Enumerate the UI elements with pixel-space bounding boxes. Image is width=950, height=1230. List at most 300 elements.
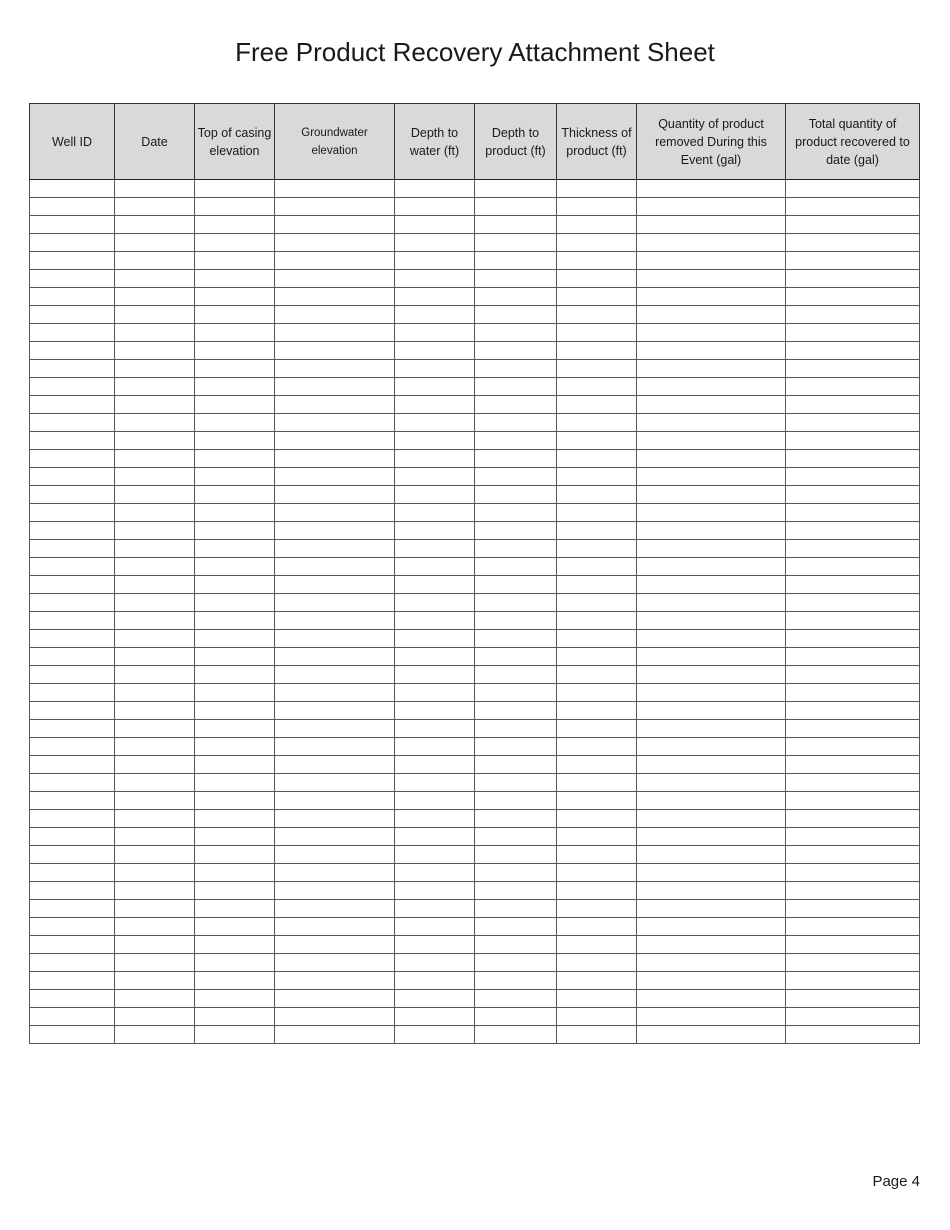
cell-top-of-casing-elevation[interactable] (195, 972, 275, 990)
cell-date[interactable] (115, 252, 195, 270)
cell-well-id[interactable] (30, 360, 115, 378)
cell-quantity-removed[interactable] (637, 864, 786, 882)
cell-thickness-of-product[interactable] (557, 756, 637, 774)
cell-groundwater-elevation[interactable] (275, 936, 395, 954)
cell-thickness-of-product[interactable] (557, 846, 637, 864)
cell-quantity-removed[interactable] (637, 846, 786, 864)
cell-depth-to-product[interactable] (475, 234, 557, 252)
cell-top-of-casing-elevation[interactable] (195, 288, 275, 306)
cell-depth-to-product[interactable] (475, 882, 557, 900)
cell-date[interactable] (115, 1026, 195, 1044)
cell-groundwater-elevation[interactable] (275, 558, 395, 576)
cell-depth-to-water[interactable] (395, 486, 475, 504)
cell-depth-to-water[interactable] (395, 252, 475, 270)
cell-well-id[interactable] (30, 612, 115, 630)
cell-total-recovered[interactable] (786, 900, 920, 918)
cell-depth-to-water[interactable] (395, 306, 475, 324)
cell-date[interactable] (115, 576, 195, 594)
cell-depth-to-product[interactable] (475, 648, 557, 666)
cell-depth-to-product[interactable] (475, 270, 557, 288)
cell-depth-to-product[interactable] (475, 954, 557, 972)
cell-depth-to-water[interactable] (395, 450, 475, 468)
cell-groundwater-elevation[interactable] (275, 216, 395, 234)
cell-date[interactable] (115, 954, 195, 972)
cell-top-of-casing-elevation[interactable] (195, 684, 275, 702)
cell-depth-to-water[interactable] (395, 432, 475, 450)
cell-date[interactable] (115, 792, 195, 810)
cell-date[interactable] (115, 486, 195, 504)
cell-depth-to-water[interactable] (395, 810, 475, 828)
cell-groundwater-elevation[interactable] (275, 612, 395, 630)
cell-depth-to-product[interactable] (475, 810, 557, 828)
cell-groundwater-elevation[interactable] (275, 1026, 395, 1044)
cell-well-id[interactable] (30, 864, 115, 882)
cell-date[interactable] (115, 558, 195, 576)
cell-quantity-removed[interactable] (637, 522, 786, 540)
cell-depth-to-product[interactable] (475, 972, 557, 990)
cell-date[interactable] (115, 594, 195, 612)
cell-thickness-of-product[interactable] (557, 576, 637, 594)
cell-thickness-of-product[interactable] (557, 936, 637, 954)
cell-well-id[interactable] (30, 540, 115, 558)
cell-depth-to-water[interactable] (395, 414, 475, 432)
cell-groundwater-elevation[interactable] (275, 180, 395, 198)
cell-total-recovered[interactable] (786, 252, 920, 270)
cell-depth-to-product[interactable] (475, 288, 557, 306)
cell-depth-to-water[interactable] (395, 612, 475, 630)
cell-depth-to-water[interactable] (395, 360, 475, 378)
cell-top-of-casing-elevation[interactable] (195, 846, 275, 864)
cell-groundwater-elevation[interactable] (275, 450, 395, 468)
cell-groundwater-elevation[interactable] (275, 594, 395, 612)
cell-depth-to-product[interactable] (475, 630, 557, 648)
cell-top-of-casing-elevation[interactable] (195, 198, 275, 216)
cell-thickness-of-product[interactable] (557, 504, 637, 522)
cell-depth-to-water[interactable] (395, 972, 475, 990)
cell-well-id[interactable] (30, 666, 115, 684)
cell-thickness-of-product[interactable] (557, 720, 637, 738)
cell-depth-to-product[interactable] (475, 1008, 557, 1026)
cell-well-id[interactable] (30, 882, 115, 900)
cell-top-of-casing-elevation[interactable] (195, 396, 275, 414)
cell-groundwater-elevation[interactable] (275, 324, 395, 342)
cell-groundwater-elevation[interactable] (275, 702, 395, 720)
cell-thickness-of-product[interactable] (557, 828, 637, 846)
cell-thickness-of-product[interactable] (557, 306, 637, 324)
cell-groundwater-elevation[interactable] (275, 972, 395, 990)
cell-total-recovered[interactable] (786, 702, 920, 720)
cell-top-of-casing-elevation[interactable] (195, 558, 275, 576)
cell-date[interactable] (115, 432, 195, 450)
cell-depth-to-water[interactable] (395, 828, 475, 846)
cell-date[interactable] (115, 810, 195, 828)
cell-depth-to-product[interactable] (475, 576, 557, 594)
cell-depth-to-product[interactable] (475, 1026, 557, 1044)
cell-total-recovered[interactable] (786, 432, 920, 450)
cell-groundwater-elevation[interactable] (275, 828, 395, 846)
cell-depth-to-product[interactable] (475, 720, 557, 738)
cell-groundwater-elevation[interactable] (275, 576, 395, 594)
cell-depth-to-product[interactable] (475, 900, 557, 918)
cell-total-recovered[interactable] (786, 180, 920, 198)
cell-thickness-of-product[interactable] (557, 630, 637, 648)
cell-date[interactable] (115, 990, 195, 1008)
cell-well-id[interactable] (30, 522, 115, 540)
cell-thickness-of-product[interactable] (557, 360, 637, 378)
cell-quantity-removed[interactable] (637, 702, 786, 720)
cell-quantity-removed[interactable] (637, 306, 786, 324)
cell-well-id[interactable] (30, 720, 115, 738)
cell-thickness-of-product[interactable] (557, 288, 637, 306)
cell-depth-to-water[interactable] (395, 396, 475, 414)
cell-date[interactable] (115, 612, 195, 630)
cell-depth-to-product[interactable] (475, 540, 557, 558)
cell-top-of-casing-elevation[interactable] (195, 720, 275, 738)
cell-top-of-casing-elevation[interactable] (195, 324, 275, 342)
cell-well-id[interactable] (30, 594, 115, 612)
cell-thickness-of-product[interactable] (557, 1026, 637, 1044)
cell-thickness-of-product[interactable] (557, 324, 637, 342)
cell-total-recovered[interactable] (786, 558, 920, 576)
cell-date[interactable] (115, 720, 195, 738)
cell-groundwater-elevation[interactable] (275, 990, 395, 1008)
cell-quantity-removed[interactable] (637, 450, 786, 468)
cell-date[interactable] (115, 846, 195, 864)
cell-thickness-of-product[interactable] (557, 252, 637, 270)
cell-quantity-removed[interactable] (637, 540, 786, 558)
cell-depth-to-water[interactable] (395, 324, 475, 342)
cell-quantity-removed[interactable] (637, 810, 786, 828)
cell-quantity-removed[interactable] (637, 414, 786, 432)
cell-thickness-of-product[interactable] (557, 216, 637, 234)
cell-depth-to-water[interactable] (395, 756, 475, 774)
cell-groundwater-elevation[interactable] (275, 666, 395, 684)
cell-depth-to-water[interactable] (395, 1008, 475, 1026)
cell-quantity-removed[interactable] (637, 738, 786, 756)
cell-total-recovered[interactable] (786, 594, 920, 612)
cell-groundwater-elevation[interactable] (275, 846, 395, 864)
cell-depth-to-product[interactable] (475, 918, 557, 936)
cell-thickness-of-product[interactable] (557, 486, 637, 504)
cell-depth-to-water[interactable] (395, 648, 475, 666)
cell-well-id[interactable] (30, 342, 115, 360)
cell-total-recovered[interactable] (786, 396, 920, 414)
cell-thickness-of-product[interactable] (557, 864, 637, 882)
cell-well-id[interactable] (30, 378, 115, 396)
cell-groundwater-elevation[interactable] (275, 234, 395, 252)
cell-well-id[interactable] (30, 756, 115, 774)
cell-depth-to-water[interactable] (395, 504, 475, 522)
cell-top-of-casing-elevation[interactable] (195, 1008, 275, 1026)
cell-depth-to-product[interactable] (475, 360, 557, 378)
cell-date[interactable] (115, 702, 195, 720)
cell-top-of-casing-elevation[interactable] (195, 270, 275, 288)
cell-top-of-casing-elevation[interactable] (195, 702, 275, 720)
cell-depth-to-water[interactable] (395, 918, 475, 936)
cell-depth-to-product[interactable] (475, 666, 557, 684)
cell-quantity-removed[interactable] (637, 576, 786, 594)
cell-depth-to-product[interactable] (475, 756, 557, 774)
cell-depth-to-water[interactable] (395, 882, 475, 900)
cell-thickness-of-product[interactable] (557, 612, 637, 630)
cell-thickness-of-product[interactable] (557, 522, 637, 540)
cell-well-id[interactable] (30, 738, 115, 756)
cell-quantity-removed[interactable] (637, 180, 786, 198)
cell-top-of-casing-elevation[interactable] (195, 936, 275, 954)
cell-total-recovered[interactable] (786, 1026, 920, 1044)
cell-top-of-casing-elevation[interactable] (195, 342, 275, 360)
cell-date[interactable] (115, 216, 195, 234)
cell-depth-to-water[interactable] (395, 864, 475, 882)
cell-thickness-of-product[interactable] (557, 378, 637, 396)
cell-well-id[interactable] (30, 774, 115, 792)
cell-quantity-removed[interactable] (637, 990, 786, 1008)
cell-total-recovered[interactable] (786, 360, 920, 378)
cell-depth-to-product[interactable] (475, 180, 557, 198)
cell-total-recovered[interactable] (786, 810, 920, 828)
cell-quantity-removed[interactable] (637, 1008, 786, 1026)
cell-thickness-of-product[interactable] (557, 468, 637, 486)
cell-well-id[interactable] (30, 180, 115, 198)
cell-date[interactable] (115, 270, 195, 288)
cell-quantity-removed[interactable] (637, 270, 786, 288)
cell-well-id[interactable] (30, 252, 115, 270)
cell-depth-to-product[interactable] (475, 846, 557, 864)
cell-depth-to-product[interactable] (475, 792, 557, 810)
cell-date[interactable] (115, 288, 195, 306)
cell-depth-to-product[interactable] (475, 828, 557, 846)
cell-date[interactable] (115, 468, 195, 486)
cell-depth-to-water[interactable] (395, 936, 475, 954)
cell-thickness-of-product[interactable] (557, 666, 637, 684)
cell-well-id[interactable] (30, 954, 115, 972)
cell-depth-to-product[interactable] (475, 774, 557, 792)
cell-total-recovered[interactable] (786, 1008, 920, 1026)
cell-total-recovered[interactable] (786, 342, 920, 360)
cell-thickness-of-product[interactable] (557, 972, 637, 990)
cell-quantity-removed[interactable] (637, 558, 786, 576)
cell-top-of-casing-elevation[interactable] (195, 216, 275, 234)
cell-quantity-removed[interactable] (637, 252, 786, 270)
cell-groundwater-elevation[interactable] (275, 684, 395, 702)
cell-date[interactable] (115, 342, 195, 360)
cell-depth-to-product[interactable] (475, 198, 557, 216)
cell-total-recovered[interactable] (786, 882, 920, 900)
cell-groundwater-elevation[interactable] (275, 414, 395, 432)
cell-well-id[interactable] (30, 396, 115, 414)
cell-depth-to-water[interactable] (395, 522, 475, 540)
cell-depth-to-product[interactable] (475, 378, 557, 396)
cell-quantity-removed[interactable] (637, 594, 786, 612)
cell-thickness-of-product[interactable] (557, 342, 637, 360)
cell-well-id[interactable] (30, 468, 115, 486)
cell-total-recovered[interactable] (786, 720, 920, 738)
cell-depth-to-water[interactable] (395, 288, 475, 306)
cell-groundwater-elevation[interactable] (275, 630, 395, 648)
cell-total-recovered[interactable] (786, 306, 920, 324)
cell-total-recovered[interactable] (786, 828, 920, 846)
cell-date[interactable] (115, 540, 195, 558)
cell-groundwater-elevation[interactable] (275, 468, 395, 486)
cell-total-recovered[interactable] (786, 756, 920, 774)
cell-quantity-removed[interactable] (637, 1026, 786, 1044)
cell-quantity-removed[interactable] (637, 792, 786, 810)
cell-quantity-removed[interactable] (637, 900, 786, 918)
cell-total-recovered[interactable] (786, 540, 920, 558)
cell-depth-to-product[interactable] (475, 612, 557, 630)
cell-top-of-casing-elevation[interactable] (195, 252, 275, 270)
cell-groundwater-elevation[interactable] (275, 342, 395, 360)
cell-date[interactable] (115, 396, 195, 414)
cell-depth-to-water[interactable] (395, 576, 475, 594)
cell-depth-to-product[interactable] (475, 486, 557, 504)
cell-thickness-of-product[interactable] (557, 918, 637, 936)
cell-thickness-of-product[interactable] (557, 450, 637, 468)
cell-date[interactable] (115, 306, 195, 324)
cell-depth-to-product[interactable] (475, 594, 557, 612)
cell-total-recovered[interactable] (786, 270, 920, 288)
cell-depth-to-water[interactable] (395, 378, 475, 396)
cell-date[interactable] (115, 234, 195, 252)
cell-groundwater-elevation[interactable] (275, 720, 395, 738)
cell-depth-to-water[interactable] (395, 684, 475, 702)
cell-top-of-casing-elevation[interactable] (195, 306, 275, 324)
cell-quantity-removed[interactable] (637, 198, 786, 216)
cell-depth-to-water[interactable] (395, 216, 475, 234)
cell-top-of-casing-elevation[interactable] (195, 864, 275, 882)
cell-thickness-of-product[interactable] (557, 594, 637, 612)
cell-quantity-removed[interactable] (637, 468, 786, 486)
cell-depth-to-water[interactable] (395, 270, 475, 288)
cell-thickness-of-product[interactable] (557, 396, 637, 414)
cell-date[interactable] (115, 918, 195, 936)
cell-well-id[interactable] (30, 990, 115, 1008)
cell-quantity-removed[interactable] (637, 918, 786, 936)
cell-thickness-of-product[interactable] (557, 702, 637, 720)
cell-top-of-casing-elevation[interactable] (195, 234, 275, 252)
cell-total-recovered[interactable] (786, 450, 920, 468)
cell-total-recovered[interactable] (786, 468, 920, 486)
cell-top-of-casing-elevation[interactable] (195, 450, 275, 468)
cell-date[interactable] (115, 882, 195, 900)
cell-top-of-casing-elevation[interactable] (195, 1026, 275, 1044)
cell-date[interactable] (115, 360, 195, 378)
cell-well-id[interactable] (30, 432, 115, 450)
cell-well-id[interactable] (30, 234, 115, 252)
cell-top-of-casing-elevation[interactable] (195, 414, 275, 432)
cell-groundwater-elevation[interactable] (275, 198, 395, 216)
cell-depth-to-water[interactable] (395, 468, 475, 486)
cell-top-of-casing-elevation[interactable] (195, 630, 275, 648)
cell-well-id[interactable] (30, 576, 115, 594)
cell-quantity-removed[interactable] (637, 504, 786, 522)
cell-depth-to-product[interactable] (475, 414, 557, 432)
cell-date[interactable] (115, 936, 195, 954)
cell-date[interactable] (115, 666, 195, 684)
cell-quantity-removed[interactable] (637, 756, 786, 774)
cell-depth-to-product[interactable] (475, 702, 557, 720)
cell-thickness-of-product[interactable] (557, 990, 637, 1008)
cell-well-id[interactable] (30, 972, 115, 990)
cell-top-of-casing-elevation[interactable] (195, 810, 275, 828)
cell-date[interactable] (115, 756, 195, 774)
cell-depth-to-water[interactable] (395, 774, 475, 792)
cell-well-id[interactable] (30, 810, 115, 828)
cell-date[interactable] (115, 414, 195, 432)
cell-well-id[interactable] (30, 450, 115, 468)
cell-top-of-casing-elevation[interactable] (195, 954, 275, 972)
cell-groundwater-elevation[interactable] (275, 378, 395, 396)
cell-thickness-of-product[interactable] (557, 882, 637, 900)
cell-thickness-of-product[interactable] (557, 954, 637, 972)
cell-thickness-of-product[interactable] (557, 774, 637, 792)
cell-well-id[interactable] (30, 504, 115, 522)
cell-groundwater-elevation[interactable] (275, 900, 395, 918)
cell-depth-to-water[interactable] (395, 900, 475, 918)
cell-quantity-removed[interactable] (637, 828, 786, 846)
cell-total-recovered[interactable] (786, 414, 920, 432)
cell-top-of-casing-elevation[interactable] (195, 648, 275, 666)
cell-well-id[interactable] (30, 198, 115, 216)
cell-quantity-removed[interactable] (637, 396, 786, 414)
cell-groundwater-elevation[interactable] (275, 360, 395, 378)
cell-date[interactable] (115, 522, 195, 540)
cell-quantity-removed[interactable] (637, 486, 786, 504)
cell-groundwater-elevation[interactable] (275, 306, 395, 324)
cell-quantity-removed[interactable] (637, 954, 786, 972)
cell-groundwater-elevation[interactable] (275, 432, 395, 450)
cell-depth-to-water[interactable] (395, 846, 475, 864)
cell-quantity-removed[interactable] (637, 216, 786, 234)
cell-total-recovered[interactable] (786, 234, 920, 252)
cell-total-recovered[interactable] (786, 378, 920, 396)
cell-quantity-removed[interactable] (637, 972, 786, 990)
cell-quantity-removed[interactable] (637, 684, 786, 702)
cell-well-id[interactable] (30, 1008, 115, 1026)
cell-total-recovered[interactable] (786, 774, 920, 792)
cell-depth-to-water[interactable] (395, 738, 475, 756)
cell-quantity-removed[interactable] (637, 432, 786, 450)
cell-total-recovered[interactable] (786, 954, 920, 972)
cell-date[interactable] (115, 900, 195, 918)
cell-date[interactable] (115, 378, 195, 396)
cell-quantity-removed[interactable] (637, 720, 786, 738)
cell-groundwater-elevation[interactable] (275, 774, 395, 792)
cell-depth-to-product[interactable] (475, 432, 557, 450)
cell-date[interactable] (115, 324, 195, 342)
cell-thickness-of-product[interactable] (557, 738, 637, 756)
cell-total-recovered[interactable] (786, 630, 920, 648)
cell-groundwater-elevation[interactable] (275, 1008, 395, 1026)
cell-date[interactable] (115, 738, 195, 756)
cell-date[interactable] (115, 972, 195, 990)
cell-thickness-of-product[interactable] (557, 234, 637, 252)
cell-date[interactable] (115, 828, 195, 846)
cell-thickness-of-product[interactable] (557, 792, 637, 810)
cell-depth-to-product[interactable] (475, 468, 557, 486)
cell-well-id[interactable] (30, 918, 115, 936)
cell-total-recovered[interactable] (786, 576, 920, 594)
cell-total-recovered[interactable] (786, 990, 920, 1008)
cell-well-id[interactable] (30, 486, 115, 504)
cell-date[interactable] (115, 198, 195, 216)
cell-total-recovered[interactable] (786, 864, 920, 882)
cell-groundwater-elevation[interactable] (275, 864, 395, 882)
cell-top-of-casing-elevation[interactable] (195, 900, 275, 918)
cell-top-of-casing-elevation[interactable] (195, 666, 275, 684)
cell-quantity-removed[interactable] (637, 360, 786, 378)
cell-groundwater-elevation[interactable] (275, 810, 395, 828)
